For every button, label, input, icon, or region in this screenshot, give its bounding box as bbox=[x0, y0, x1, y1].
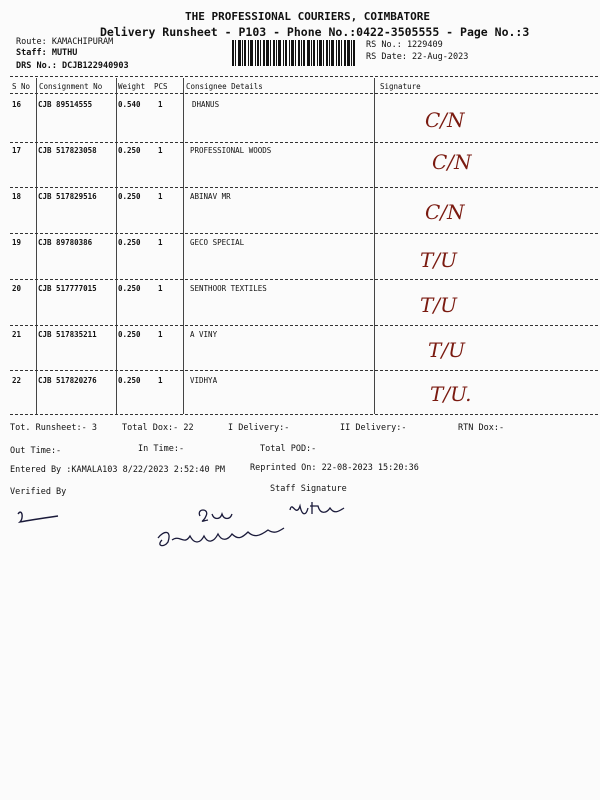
row-rule bbox=[10, 325, 598, 326]
row-signature: T/U bbox=[428, 338, 465, 362]
column-header-consignee: Consignee Details bbox=[186, 82, 263, 91]
staff-label: Staff: MUTHU bbox=[16, 48, 78, 58]
staff-signature-label: Staff Signature bbox=[270, 484, 347, 494]
row-rule bbox=[10, 279, 598, 280]
out-time: Out Time:- bbox=[10, 446, 62, 456]
row-consignment: CJB 89514555 bbox=[38, 100, 93, 109]
column-divider bbox=[183, 78, 184, 414]
row-weight: 0.250 bbox=[118, 146, 141, 155]
row-signature: T/U bbox=[420, 293, 457, 317]
column-header-sno: S No bbox=[12, 82, 31, 91]
row-pcs: 1 bbox=[158, 284, 163, 293]
row-rule bbox=[10, 142, 598, 143]
row-consignment: CJB 517829516 bbox=[38, 192, 97, 201]
row-weight: 0.250 bbox=[118, 330, 141, 339]
row-pcs: 1 bbox=[158, 146, 163, 155]
column-divider bbox=[116, 78, 117, 414]
row-signature: C/N bbox=[432, 150, 472, 174]
i-delivery: I Delivery:- bbox=[228, 423, 290, 433]
row-pcs: 1 bbox=[158, 376, 163, 385]
total-dox: Total Dox:- 22 bbox=[122, 423, 194, 433]
row-signature: T/U. bbox=[430, 382, 472, 406]
entered-by: Entered By :KAMALA103 8/22/2023 2:52:40 PM bbox=[10, 465, 225, 475]
row-rule bbox=[10, 370, 598, 371]
ii-delivery: II Delivery:- bbox=[340, 423, 407, 433]
row-consignee: VIDHYA bbox=[190, 376, 218, 385]
total-runsheet: Tot. Runsheet:- 3 bbox=[10, 423, 97, 433]
rs-date: RS Date: 22-Aug-2023 bbox=[366, 52, 469, 62]
drs-number: DRS No.: DCJB122940903 bbox=[16, 61, 129, 71]
table-bottom-rule bbox=[10, 414, 598, 415]
row-consignment: CJB 517823058 bbox=[38, 146, 97, 155]
column-divider bbox=[374, 78, 375, 414]
row-rule bbox=[10, 233, 598, 234]
row-sno: 20 bbox=[12, 284, 22, 293]
row-sno: 22 bbox=[12, 376, 22, 385]
rs-number: RS No.: 1229409 bbox=[366, 40, 443, 50]
row-weight: 0.250 bbox=[118, 376, 141, 385]
row-consignment: CJB 89780386 bbox=[38, 238, 93, 247]
rtn-dox: RTN Dox:- bbox=[458, 423, 505, 433]
row-weight: 0.540 bbox=[118, 100, 141, 109]
row-signature: C/N bbox=[425, 108, 465, 132]
row-consignment: CJB 517820276 bbox=[38, 376, 97, 385]
row-rule bbox=[10, 187, 598, 188]
row-weight: 0.250 bbox=[118, 284, 141, 293]
reprinted-on: Reprinted On: 22-08-2023 15:20:36 bbox=[250, 463, 419, 473]
column-header-consignment: Consignment No bbox=[39, 82, 103, 91]
table-top-rule bbox=[10, 76, 598, 77]
row-consignment: CJB 517835211 bbox=[38, 330, 97, 339]
row-pcs: 1 bbox=[158, 192, 163, 201]
row-consignee: A VINY bbox=[190, 330, 218, 339]
barcode bbox=[232, 40, 360, 66]
row-weight: 0.250 bbox=[118, 238, 141, 247]
route-label: Route: KAMACHIPURAM bbox=[16, 37, 114, 47]
verified-by-label: Verified By bbox=[10, 487, 67, 497]
in-time: In Time:- bbox=[138, 444, 185, 454]
row-sno: 19 bbox=[12, 238, 22, 247]
row-weight: 0.250 bbox=[118, 192, 141, 201]
column-header-signature: Signature bbox=[380, 82, 421, 91]
table-header-rule bbox=[10, 93, 598, 94]
total-pod: Total POD:- bbox=[260, 444, 317, 454]
row-consignee: ABINAV MR bbox=[190, 192, 231, 201]
staff-signature bbox=[150, 496, 350, 558]
row-consignment: CJB 517777015 bbox=[38, 284, 97, 293]
verifier-signature bbox=[10, 500, 70, 530]
row-pcs: 1 bbox=[158, 238, 163, 247]
column-divider bbox=[36, 78, 37, 414]
row-sno: 17 bbox=[12, 146, 22, 155]
row-pcs: 1 bbox=[158, 100, 163, 109]
row-consignee: GECO SPECIAL bbox=[190, 238, 245, 247]
runsheet-title: Delivery Runsheet - P103 - Phone No.:0422-3505555 - Page No.:3 bbox=[100, 25, 530, 39]
row-sno: 16 bbox=[12, 100, 22, 109]
column-header-pcs: PCS bbox=[154, 82, 168, 91]
row-signature: C/N bbox=[425, 200, 465, 224]
row-consignee: DHANUS bbox=[192, 100, 220, 109]
company-name: THE PROFESSIONAL COURIERS, COIMBATORE bbox=[185, 10, 431, 23]
row-sno: 21 bbox=[12, 330, 22, 339]
row-consignee: PROFESSIONAL WOODS bbox=[190, 146, 272, 155]
column-header-weight: Weight bbox=[118, 82, 146, 91]
row-pcs: 1 bbox=[158, 330, 163, 339]
row-consignee: SENTHOOR TEXTILES bbox=[190, 284, 267, 293]
row-signature: T/U bbox=[420, 248, 457, 272]
row-sno: 18 bbox=[12, 192, 22, 201]
